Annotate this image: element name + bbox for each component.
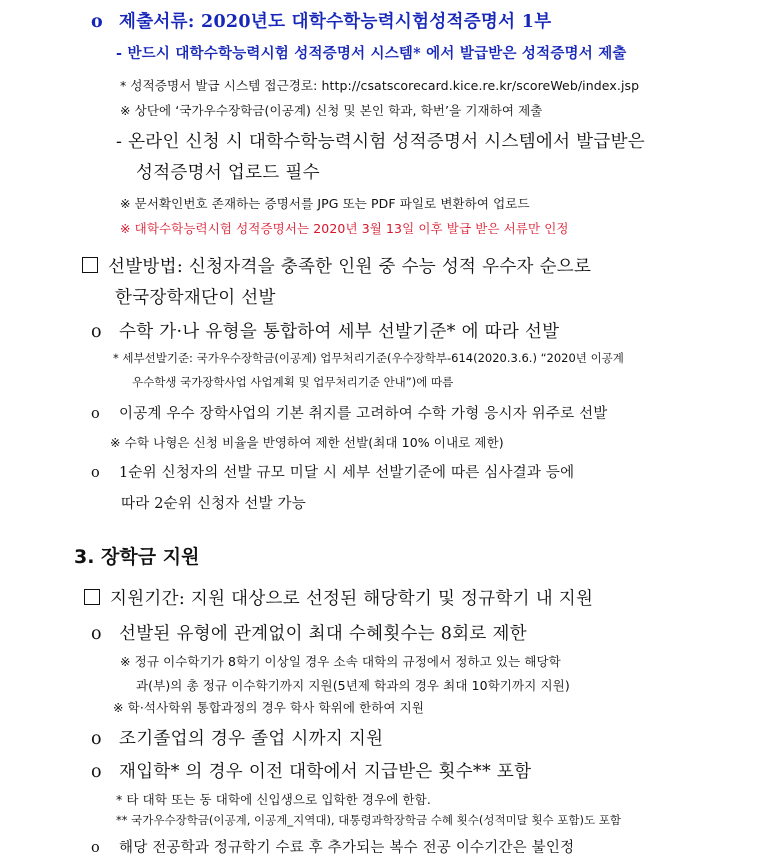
semester-rule-note: ※ 정규 이수학기가 8학기 이상일 경우 소속 대학의 규정에서 정하고 있는 해당학 bbox=[120, 654, 561, 669]
access-path-note: * 성적증명서 발급 시스템 접근경로: http://csatscorecard.kice.re.kr/scoreWeb/index.jsp bbox=[120, 78, 640, 93]
bullet-circle: o bbox=[91, 465, 100, 481]
readmission-footnote-2: ** 국가우수장학금(이공계, 이공계_지역대), 대통령과학장학금 수혜 횟수(성적미달 횟수 포함)도 포함 bbox=[116, 813, 621, 827]
math-type-line: o 수학 가·나 유형을 통합하여 세부 선발기준* 에 따라 선발 bbox=[91, 322, 560, 342]
bullet-circle: o bbox=[91, 406, 100, 422]
readmission-line: o 재입학* 의 경우 이전 대학에서 지급받은 횟수** 포함 bbox=[91, 762, 532, 782]
max-benefit-line: o 선발된 유형에 관계없이 최대 수혜횟수는 8회로 제한 bbox=[91, 624, 527, 644]
bullet-circle: o bbox=[91, 729, 102, 749]
selection-method-line: 선발방법: 신청자격을 충족한 인원 중 수능 성적 우수자 순으로 bbox=[82, 253, 591, 278]
criteria-footnote: * 세부선발기준: 국가우수장학금(이공계) 업무처리기준(우수장학부-614(2020.3.6.) “2020년 이공계 bbox=[113, 351, 624, 365]
bullet-circle: o bbox=[91, 762, 102, 782]
semester-rule-note-cont: 과(부)의 총 정규 이수학기까지 지원(5년제 학과의 경우 최대 10학기까지 지원) bbox=[136, 678, 570, 693]
checkbox-square-icon bbox=[82, 257, 98, 273]
date-restriction-note: ※ 대학수학능력시험 성적증명서는 2020년 3월 13일 이후 발급 받은 서류만 인정 bbox=[120, 221, 569, 236]
selection-method-line-cont: 한국장학재단이 선발 bbox=[115, 288, 276, 308]
second-priority-line: o 1순위 신청자의 선발 규모 미달 시 세부 선발기준에 따른 심사결과 등에 bbox=[91, 465, 575, 481]
bullet-circle: o bbox=[91, 12, 103, 32]
integrated-degree-note: ※ 학·석사학위 통합과정의 경우 학사 학위에 한하여 지원 bbox=[113, 700, 425, 715]
support-period-line: 지원기간: 지원 대상으로 선정된 해당학기 및 정규학기 내 지원 bbox=[84, 585, 593, 610]
online-upload-line-cont: 성적증명서 업로드 필수 bbox=[136, 163, 320, 183]
readmission-footnote-1: * 타 대학 또는 동 대학에 신입생으로 입학한 경우에 한함. bbox=[116, 792, 431, 807]
early-graduation-line: o 조기졸업의 경우 졸업 시까지 지원 bbox=[91, 729, 384, 749]
section-heading: 3. 장학금 지원 bbox=[74, 546, 200, 568]
bullet-circle: o bbox=[91, 840, 100, 856]
submission-docs-line: o 제출서류: 2020년도 대학수학능력시험성적증명서 1부 bbox=[91, 12, 552, 32]
online-upload-line: - 온라인 신청 시 대학수학능력시험 성적증명서 시스템에서 발급받은 bbox=[116, 132, 645, 152]
stem-priority-line: o 이공계 우수 장학사업의 기본 취지를 고려하여 수학 가형 응시자 위주로 선발 bbox=[91, 406, 608, 422]
checkbox-square-icon bbox=[84, 589, 100, 605]
bullet-circle: o bbox=[91, 624, 102, 644]
convert-file-note: ※ 문서확인번호 존재하는 증명서를 JPG 또는 PDF 파일로 변환하여 업로드 bbox=[120, 196, 530, 211]
required-system-note: - 반드시 대학수학능력시험 성적증명서 시스템* 에서 발급받은 성적증명서 제출 bbox=[116, 45, 627, 62]
write-info-note: ※ 상단에 ‘국가우수장학금(이공계) 신청 및 본인 학과, 학번’을 기재하여 제출 bbox=[120, 103, 543, 118]
criteria-footnote-cont: 우수학생 국가장학사업 사업계획 및 업무처리기준 안내”)에 따름 bbox=[132, 375, 454, 389]
math-na-limit-note: ※ 수학 나형은 신청 비율을 반영하여 제한 선발(최대 10% 이내로 제한) bbox=[110, 435, 504, 450]
double-major-line: o 해당 전공학과 정규학기 수료 후 추가되는 복수 전공 이수기간은 불인정 bbox=[91, 840, 575, 856]
bullet-circle: o bbox=[91, 322, 102, 342]
second-priority-line-cont: 따라 2순위 신청자 선발 가능 bbox=[121, 496, 306, 512]
